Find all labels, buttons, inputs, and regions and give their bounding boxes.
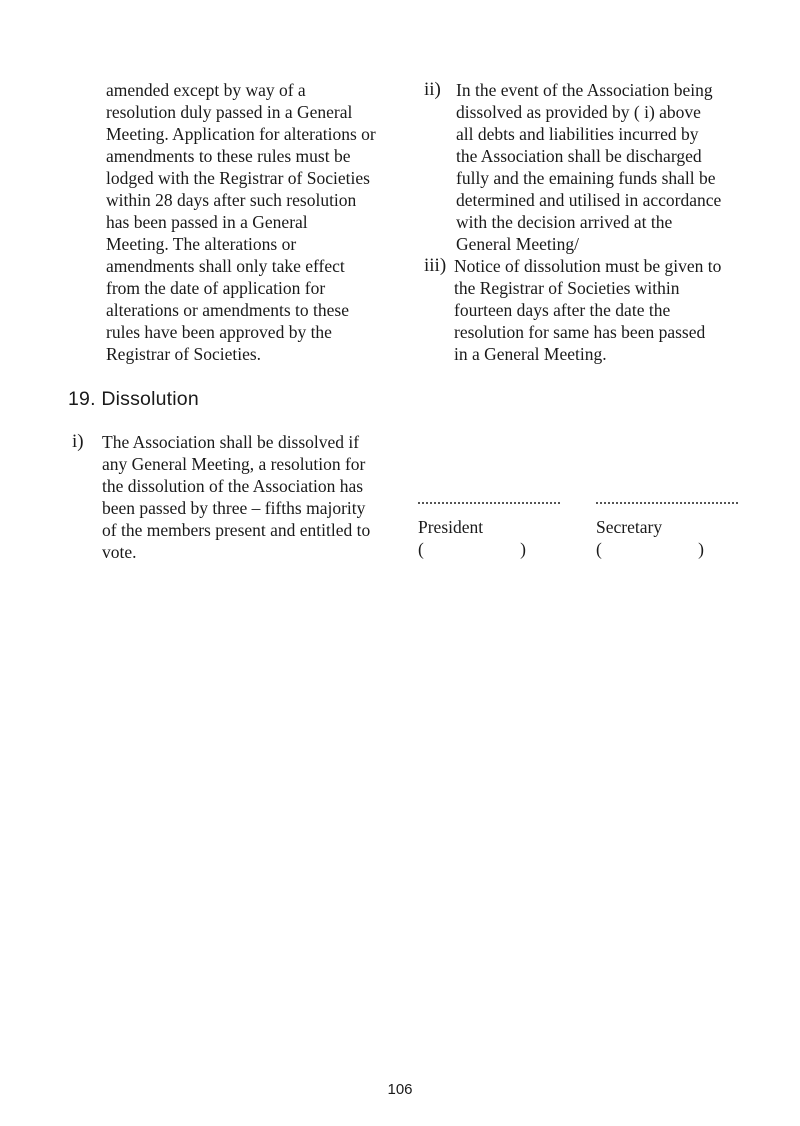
paragraph-line: Meeting. The alterations or — [106, 234, 297, 254]
secretary-name-brackets — [596, 538, 704, 560]
paragraph-line: rules have been approved by the — [106, 322, 332, 342]
open-bracket: ( — [596, 539, 602, 559]
clause-line: resolution for same has been passed — [454, 322, 706, 342]
continued-paragraph — [106, 79, 406, 365]
secretary-title: Secretary — [596, 517, 663, 537]
paragraph-line: amendments to these rules must be — [106, 146, 351, 166]
clause-line: dissolved as provided by ( i) above — [456, 102, 701, 122]
clause-line: the dissolution of the Association has — [102, 476, 364, 496]
clause-line: of the members present and entitled to — [102, 520, 371, 540]
clause-line: any General Meeting, a resolution for — [102, 454, 366, 474]
section-heading: 19. Dissolution — [68, 388, 199, 410]
paragraph-line: amendments shall only take effect — [106, 256, 345, 276]
clause-line: determined and utilised in accordance — [456, 190, 722, 210]
clause-line: in a General Meeting. — [454, 344, 607, 364]
clause-marker: i) — [72, 431, 84, 452]
page-number: 106 — [387, 1081, 413, 1098]
clause-body — [454, 255, 721, 365]
clause-line: vote. — [102, 542, 137, 562]
paragraph-line: amended except by way of a — [106, 80, 306, 100]
paragraph-line: Registrar of Societies. — [106, 344, 262, 364]
clause-body — [456, 79, 721, 255]
clause-line: General Meeting/ — [456, 234, 579, 254]
clause-line: been passed by three – fifths majority — [102, 498, 366, 518]
close-bracket: ) — [520, 539, 526, 559]
clause-line: In the event of the Association being — [456, 80, 713, 100]
clause-line: the Association shall be discharged — [456, 146, 702, 166]
clause-marker: ii) — [424, 79, 441, 100]
clause-marker: iii) — [424, 255, 447, 276]
clause-line: Notice of dissolution must be given to — [454, 256, 722, 276]
president-title: President — [418, 517, 484, 537]
paragraph-line: Meeting. Application for alterations or — [106, 124, 376, 144]
paragraph-line: lodged with the Registrar of Societies — [106, 168, 370, 188]
president-signature-block — [418, 502, 568, 560]
clause-line: with the decision arrived at the — [456, 212, 673, 232]
open-bracket: ( — [418, 539, 424, 559]
paragraph-line: has been passed in a General — [106, 212, 308, 232]
paragraph-line: within 28 days after such resolution — [106, 190, 357, 210]
president-name-brackets — [418, 538, 526, 560]
paragraph-line: from the date of application for — [106, 278, 326, 298]
clause-line: all debts and liabilities incurred by — [456, 124, 699, 144]
clause-line: fourteen days after the date the — [454, 300, 671, 320]
close-bracket: ) — [698, 539, 704, 559]
paragraph-line: resolution duly passed in a General — [106, 102, 353, 122]
clause-body — [102, 431, 370, 563]
secretary-signature-block — [596, 502, 746, 560]
signature-line — [418, 502, 560, 510]
clause-line: fully and the emaining funds shall be — [456, 168, 716, 188]
signature-line — [596, 502, 738, 510]
clause-line: The Association shall be dissolved if — [102, 432, 360, 452]
clause-line: the Registrar of Societies within — [454, 278, 680, 298]
paragraph-line: alterations or amendments to these — [106, 300, 349, 320]
